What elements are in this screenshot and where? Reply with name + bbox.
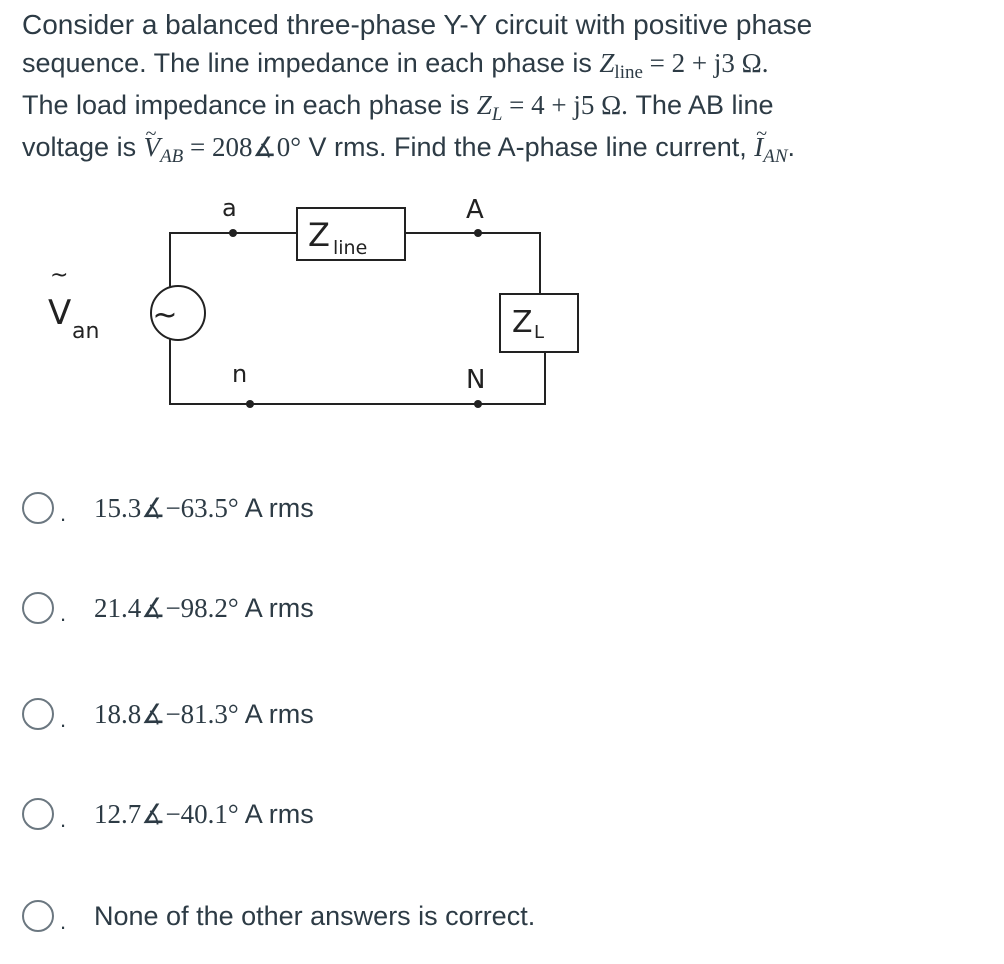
answer-text [94,799,314,830]
answer-option-2[interactable] [22,578,922,638]
answer-option-3[interactable] [22,684,922,744]
answer-value: 12.7∡−40.1° [94,798,239,829]
answer-text [94,901,535,932]
answer-unit: A rms [238,698,314,729]
answer-option-1[interactable] [22,478,922,538]
node-A-label: A [466,195,484,225]
zl-symbol: Z [476,90,492,120]
answer-value: 21.4∡−98.2° [94,592,239,623]
zline-value: = 2 + j3 Ω. [642,48,769,78]
question-line-3-end: The AB line [627,90,774,120]
answer-unit: A rms [238,592,314,623]
answer-bullet: . [60,807,67,832]
radio-button[interactable] [22,798,54,830]
zline-symbol: Z [599,48,615,78]
wire-source-top [170,233,297,286]
circuit-diagram [0,186,640,426]
question-line-4-text: voltage is [22,132,144,162]
answer-value: None of the other answers is correct. [94,900,536,931]
radio-button[interactable] [22,492,54,524]
wire-top-right [405,233,540,294]
answer-bullet: . [60,909,67,934]
vab-value: = 208∡0° [183,132,302,162]
answer-unit: A rms [238,798,314,829]
question-line-4 [22,128,982,170]
source-sub: an [72,319,100,344]
source-tilde: ~ [50,263,69,288]
question-line-2 [22,44,982,86]
radio-button[interactable] [22,900,54,932]
radio-button[interactable] [22,592,54,624]
node-n-dot [246,400,254,408]
zl-box-label: Z [512,305,533,340]
node-a-dot [229,229,237,237]
wire-bottom [170,340,545,404]
vab-symbol: ~ V [144,128,161,166]
question-line-3-text: The load impedance in each phase is [22,90,477,120]
answer-bullet: . [60,707,67,732]
source-label: V [48,293,72,333]
zline-box-label: Z [308,216,330,254]
zl-box-sub: L [534,322,545,343]
answer-option-4[interactable] [22,784,922,844]
question-line-4-mid: V rms. Find the A-phase line current, [301,132,755,162]
zl-subscript: L [491,104,503,125]
answer-value: 15.3∡−63.5° [94,492,239,523]
zline-box-sub: line [333,237,368,259]
node-n-label: n [232,360,248,388]
node-A-dot [474,229,482,237]
source-symbol: ~ [152,298,178,333]
answer-bullet: . [60,501,67,526]
node-a-label: a [222,194,237,222]
answer-option-5[interactable] [22,886,922,946]
node-N-dot [474,400,482,408]
vab-subscript: AB [160,146,184,167]
node-N-label: N [466,365,486,395]
answer-text [94,493,314,524]
question-text [22,6,982,170]
radio-button[interactable] [22,698,54,730]
question-line-3 [22,86,982,128]
answer-text [94,593,314,624]
answer-value: 18.8∡−81.3° [94,698,239,729]
question-line-2-text: sequence. The line impedance in each phase is [22,48,600,78]
zline-subscript: line [614,62,643,83]
answer-unit: A rms [238,492,314,523]
answer-bullet: . [60,601,67,626]
ian-subscript: AN [763,146,788,167]
answer-text [94,699,314,730]
question-line-1: Consider a balanced three-phase Y-Y circuit with positive phase [22,9,813,40]
question-line-4-end: . [787,132,796,162]
ian-symbol: ~ I [754,128,763,166]
zl-value: = 4 + j5 Ω. [502,90,628,120]
